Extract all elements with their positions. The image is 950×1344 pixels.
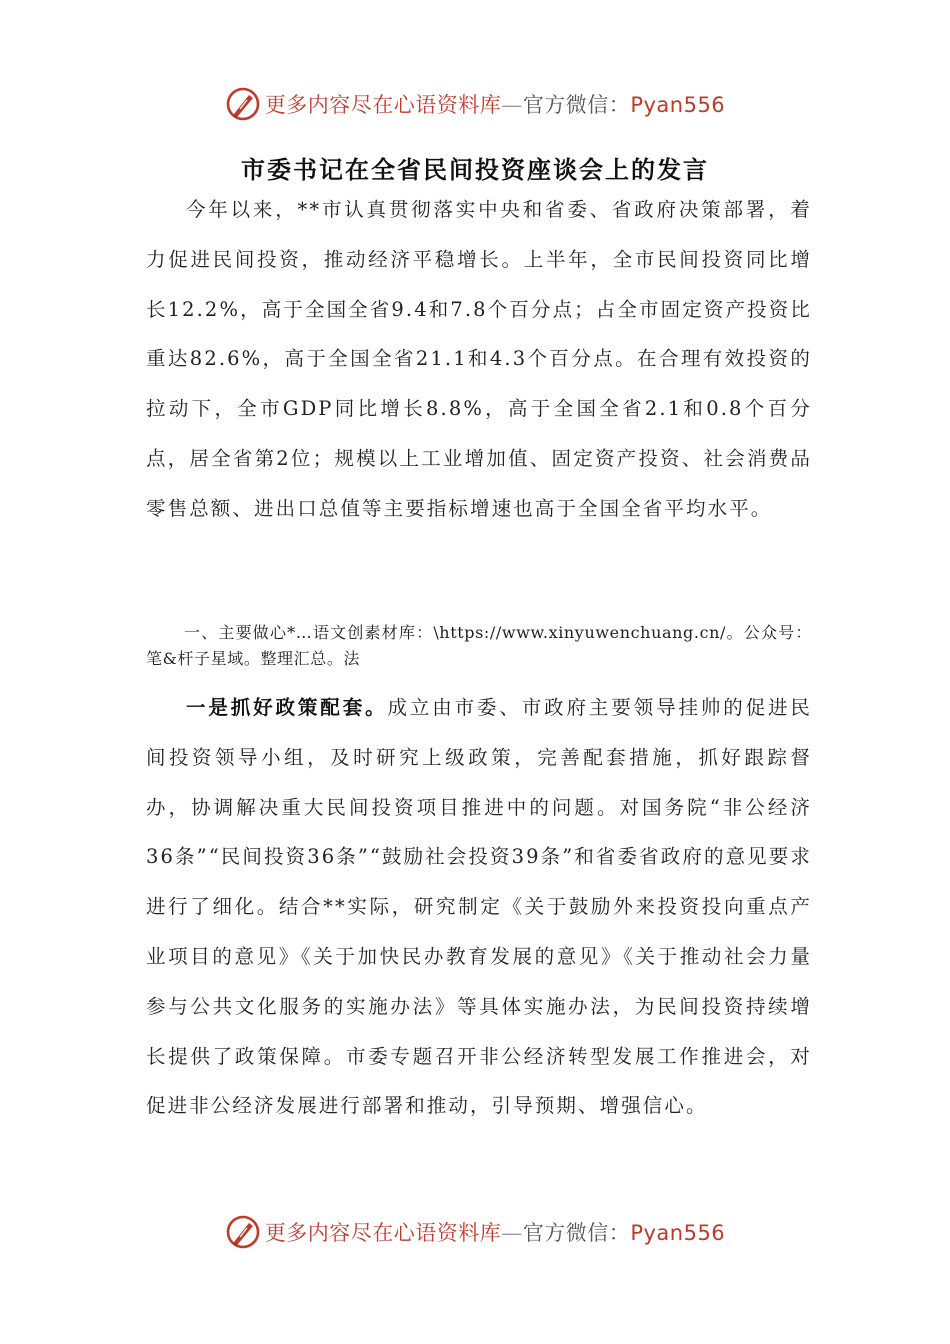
footer-watermark — [0, 1210, 950, 1254]
document-title: 市委书记在全省民间投资座谈会上的发言 — [241, 156, 709, 184]
watermark-dash: — — [501, 93, 523, 117]
watermark-text — [265, 89, 725, 119]
point1-lead: 一是抓好政策配套。 — [186, 696, 388, 719]
point1-body: 成立由市委、市政府主要领导挂帅的促进民间投资领导小组，及时研究上级政策，完善配套措施，抓好跟踪督办，协调解决重大民间投资项目推进中的问题。对国务院“非公经济36条”“民间投资36条”“鼓励社会投资39条”和省委省政府的意见要求进行了细化。结合**实际，研究制定《关于鼓励外来投资投向重点产业项目的意见》《关于加快民办教育发展的意见》《关于推动社会力量参与公共文化服务的实施办法》等具体实施办法，为民间投资持续增长提供了政策保障。市委专题召开非公经济转型发展工作推进会，对促进非公经济发展进行部署和推动，引导预期、增强信心。 — [146, 696, 812, 1118]
pen-logo-icon — [225, 86, 261, 122]
watermark-site: 更多内容尽在心语资料库 — [264, 93, 502, 117]
section-heading: 一、主要做心*…语文创素材库：\https://www.xinyuwenchuang.cn/。公众号：笔&杆子星域。整理汇总。法 — [146, 623, 812, 668]
watermark-handle: Pyan556 — [630, 1221, 726, 1245]
watermark-handle: Pyan556 — [630, 93, 726, 117]
watermark-contact-label: 官方微信： — [522, 1221, 631, 1245]
watermark-site: 更多内容尽在心语资料库 — [264, 1221, 502, 1245]
intro-paragraph: 今年以来，**市认真贯彻落实中央和省委、省政府决策部署，着力促进民间投资，推动经济平稳增长。上半年，全市民间投资同比增长12.2%，高于全国全省9.4和7.8个百分点；占全市固定资产投资比重达82.6%，高于全国全省21.1和4.3个百分点。在合理有效投资的拉动下，全市GDP同比增长8.8%，高于全国全省2.1和0.8个百分点，居全省第2位；规模以上工业增加值、固定资产投资、社会消费品零售总额、进出口总值等主要指标增速也高于全国全省平均水平。 — [146, 198, 812, 520]
watermark-dash: — — [501, 1221, 523, 1245]
header-watermark — [0, 82, 950, 126]
point1-paragraph — [146, 683, 812, 1131]
watermark-contact-label: 官方微信： — [522, 93, 631, 117]
pen-logo-icon — [225, 1214, 261, 1250]
watermark-text — [265, 1217, 725, 1247]
